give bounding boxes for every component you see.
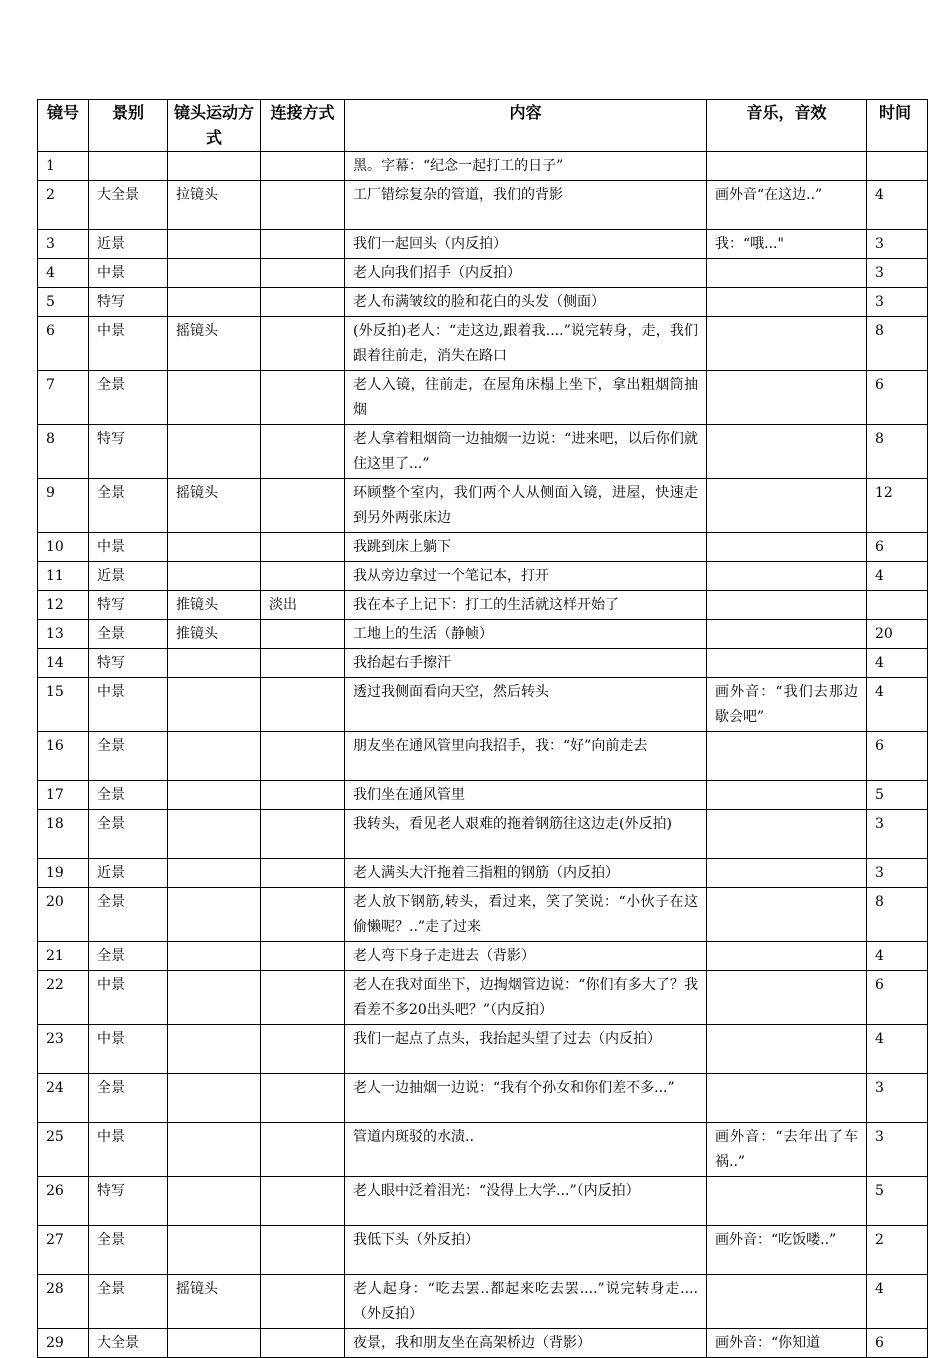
cell-content: 工厂错综复杂的管道，我们的背影 <box>345 181 707 230</box>
cell-camera-movement <box>168 533 261 562</box>
cell-shot-size: 特写 <box>89 425 168 479</box>
cell-sound <box>707 562 867 591</box>
cell-shot-number: 3 <box>38 230 89 259</box>
cell-content: 老人拿着粗烟筒一边抽烟一边说：“进来吧，以后你们就住这里了...” <box>345 425 707 479</box>
cell-time: 5 <box>867 1177 928 1226</box>
cell-time: 5 <box>867 781 928 810</box>
cell-time: 2 <box>867 1226 928 1275</box>
table-row <box>38 1074 928 1123</box>
table-row <box>38 971 928 1025</box>
cell-shot-size: 中景 <box>89 971 168 1025</box>
cell-time: 8 <box>867 317 928 371</box>
cell-sound <box>707 1275 867 1329</box>
cell-content: 我们一起点了点头，我抬起头望了过去（内反拍） <box>345 1025 707 1074</box>
cell-shot-size: 特写 <box>89 288 168 317</box>
cell-sound <box>707 152 867 181</box>
table-row <box>38 859 928 888</box>
cell-shot-number: 15 <box>38 678 89 732</box>
cell-shot-size: 中景 <box>89 259 168 288</box>
cell-camera-movement: 推镜头 <box>168 620 261 649</box>
cell-shot-size: 全景 <box>89 942 168 971</box>
cell-camera-movement <box>168 1329 261 1358</box>
header-shot-number: 镜号 <box>38 100 89 152</box>
cell-sound <box>707 649 867 678</box>
cell-time: 6 <box>867 971 928 1025</box>
cell-camera-movement <box>168 230 261 259</box>
cell-shot-size: 近景 <box>89 859 168 888</box>
cell-transition <box>261 620 345 649</box>
table-row <box>38 678 928 732</box>
cell-sound: 画外音：“我们去那边歇会吧” <box>707 678 867 732</box>
cell-camera-movement <box>168 781 261 810</box>
cell-camera-movement: 摇镜头 <box>168 479 261 533</box>
cell-transition <box>261 1074 345 1123</box>
cell-transition <box>261 152 345 181</box>
cell-content: 老人眼中泛着泪光：“没得上大学...”（内反拍） <box>345 1177 707 1226</box>
cell-shot-number: 28 <box>38 1275 89 1329</box>
header-row <box>38 100 928 152</box>
cell-time: 3 <box>867 259 928 288</box>
table-row <box>38 317 928 371</box>
table-row <box>38 181 928 230</box>
cell-camera-movement <box>168 425 261 479</box>
cell-shot-size <box>89 152 168 181</box>
cell-shot-number: 7 <box>38 371 89 425</box>
cell-camera-movement <box>168 288 261 317</box>
cell-content: 老人布满皱纹的脸和花白的头发（侧面） <box>345 288 707 317</box>
cell-time: 3 <box>867 859 928 888</box>
cell-shot-number: 8 <box>38 425 89 479</box>
cell-transition <box>261 425 345 479</box>
cell-shot-size: 全景 <box>89 781 168 810</box>
header-transition: 连接方式 <box>261 100 345 152</box>
table-row <box>38 649 928 678</box>
cell-sound: 画外音：“吃饭喽..” <box>707 1226 867 1275</box>
cell-content: 老人在我对面坐下，边掏烟管边说：“你们有多大了？我看差不多20出头吧？”（内反拍） <box>345 971 707 1025</box>
cell-time: 4 <box>867 678 928 732</box>
cell-transition <box>261 1329 345 1358</box>
cell-sound <box>707 942 867 971</box>
cell-content: 老人向我们招手（内反拍） <box>345 259 707 288</box>
cell-content: 朋友坐在通风管里向我招手，我：“好”向前走去 <box>345 732 707 781</box>
cell-shot-size: 全景 <box>89 620 168 649</box>
cell-time: 3 <box>867 230 928 259</box>
cell-camera-movement: 摇镜头 <box>168 1275 261 1329</box>
cell-content: (外反拍)老人：“走这边,跟着我....”说完转身，走，我们跟着往前走，消失在路口 <box>345 317 707 371</box>
cell-shot-size: 特写 <box>89 649 168 678</box>
cell-sound <box>707 1074 867 1123</box>
table-row <box>38 1226 928 1275</box>
cell-sound <box>707 371 867 425</box>
table-row <box>38 533 928 562</box>
cell-shot-number: 20 <box>38 888 89 942</box>
cell-transition <box>261 888 345 942</box>
table-row <box>38 479 928 533</box>
cell-time: 8 <box>867 425 928 479</box>
cell-sound <box>707 810 867 859</box>
cell-sound <box>707 620 867 649</box>
cell-shot-number: 29 <box>38 1329 89 1358</box>
cell-transition <box>261 288 345 317</box>
cell-shot-size: 全景 <box>89 1226 168 1275</box>
cell-shot-number: 2 <box>38 181 89 230</box>
cell-time: 4 <box>867 562 928 591</box>
cell-shot-number: 17 <box>38 781 89 810</box>
cell-sound <box>707 1177 867 1226</box>
table-row <box>38 1123 928 1177</box>
cell-transition <box>261 533 345 562</box>
header-time: 时间 <box>867 100 928 152</box>
cell-time: 8 <box>867 888 928 942</box>
cell-sound: 画外音：“去年出了车祸..” <box>707 1123 867 1177</box>
cell-transition <box>261 259 345 288</box>
cell-camera-movement: 拉镜头 <box>168 181 261 230</box>
cell-shot-size: 大全景 <box>89 1329 168 1358</box>
cell-shot-number: 18 <box>38 810 89 859</box>
table-row <box>38 371 928 425</box>
cell-shot-number: 12 <box>38 591 89 620</box>
cell-shot-number: 19 <box>38 859 89 888</box>
cell-content: 老人弯下身子走进去（背影） <box>345 942 707 971</box>
table-row <box>38 781 928 810</box>
cell-sound <box>707 859 867 888</box>
cell-sound <box>707 888 867 942</box>
cell-content: 环顾整个室内，我们两个人从侧面入镜，进屋，快速走到另外两张床边 <box>345 479 707 533</box>
cell-shot-size: 大全景 <box>89 181 168 230</box>
cell-time: 3 <box>867 1123 928 1177</box>
cell-sound <box>707 259 867 288</box>
cell-content: 我从旁边拿过一个笔记本，打开 <box>345 562 707 591</box>
cell-time: 4 <box>867 942 928 971</box>
cell-shot-number: 13 <box>38 620 89 649</box>
cell-shot-number: 6 <box>38 317 89 371</box>
cell-shot-number: 4 <box>38 259 89 288</box>
cell-content: 我跳到床上躺下 <box>345 533 707 562</box>
cell-shot-size: 近景 <box>89 562 168 591</box>
cell-transition <box>261 971 345 1025</box>
cell-time: 6 <box>867 371 928 425</box>
cell-camera-movement <box>168 371 261 425</box>
header-camera-movement: 镜头运动方式 <box>168 100 261 152</box>
cell-sound: 我：“哦..." <box>707 230 867 259</box>
cell-content: 黑。字幕：“纪念一起打工的日子” <box>345 152 707 181</box>
table-row <box>38 810 928 859</box>
cell-transition <box>261 181 345 230</box>
cell-time: 4 <box>867 1275 928 1329</box>
cell-sound <box>707 533 867 562</box>
cell-shot-number: 16 <box>38 732 89 781</box>
table-row <box>38 562 928 591</box>
table-row <box>38 152 928 181</box>
cell-shot-size: 特写 <box>89 1177 168 1226</box>
table-row <box>38 888 928 942</box>
header-content: 内容 <box>345 100 707 152</box>
cell-sound <box>707 591 867 620</box>
cell-camera-movement <box>168 942 261 971</box>
cell-sound <box>707 425 867 479</box>
cell-content: 我低下头（外反拍） <box>345 1226 707 1275</box>
cell-content: 我们一起回头（内反拍） <box>345 230 707 259</box>
cell-camera-movement <box>168 259 261 288</box>
cell-sound <box>707 732 867 781</box>
cell-shot-size: 全景 <box>89 1074 168 1123</box>
cell-time: 3 <box>867 288 928 317</box>
cell-content: 我们坐在通风管里 <box>345 781 707 810</box>
table-row <box>38 259 928 288</box>
cell-camera-movement <box>168 1177 261 1226</box>
table-row <box>38 620 928 649</box>
cell-time <box>867 152 928 181</box>
cell-transition <box>261 810 345 859</box>
cell-sound <box>707 288 867 317</box>
cell-shot-size: 中景 <box>89 678 168 732</box>
cell-camera-movement <box>168 971 261 1025</box>
cell-shot-number: 5 <box>38 288 89 317</box>
cell-shot-number: 14 <box>38 649 89 678</box>
cell-transition <box>261 859 345 888</box>
table-row <box>38 1329 928 1358</box>
cell-shot-number: 24 <box>38 1074 89 1123</box>
cell-shot-size: 全景 <box>89 810 168 859</box>
cell-content: 老人入镜，往前走，在屋角床榻上坐下，拿出粗烟筒抽烟 <box>345 371 707 425</box>
cell-content: 夜景，我和朋友坐在高架桥边（背影） <box>345 1329 707 1358</box>
cell-content: 透过我侧面看向天空，然后转头 <box>345 678 707 732</box>
cell-content: 老人一边抽烟一边说：“我有个孙女和你们差不多...” <box>345 1074 707 1123</box>
cell-time: 4 <box>867 649 928 678</box>
cell-transition <box>261 371 345 425</box>
cell-transition <box>261 479 345 533</box>
cell-shot-size: 全景 <box>89 732 168 781</box>
cell-shot-number: 11 <box>38 562 89 591</box>
cell-shot-number: 22 <box>38 971 89 1025</box>
cell-transition <box>261 1226 345 1275</box>
cell-sound: 画外音“在这边..” <box>707 181 867 230</box>
storyboard-sheet <box>37 99 927 1358</box>
cell-content: 我抬起右手擦汗 <box>345 649 707 678</box>
cell-shot-size: 中景 <box>89 1123 168 1177</box>
cell-time: 6 <box>867 732 928 781</box>
table-row <box>38 1177 928 1226</box>
cell-transition <box>261 942 345 971</box>
header-shot-size: 景别 <box>89 100 168 152</box>
storyboard-table <box>37 99 928 1358</box>
cell-time: 6 <box>867 533 928 562</box>
cell-shot-number: 9 <box>38 479 89 533</box>
cell-shot-size: 中景 <box>89 1025 168 1074</box>
cell-shot-size: 全景 <box>89 371 168 425</box>
cell-content: 工地上的生活（静帧） <box>345 620 707 649</box>
cell-transition <box>261 230 345 259</box>
cell-content: 我转头，看见老人艰难的拖着钢筋往这边走(外反拍) <box>345 810 707 859</box>
cell-sound <box>707 1025 867 1074</box>
cell-camera-movement <box>168 1025 261 1074</box>
cell-shot-size: 全景 <box>89 888 168 942</box>
cell-time: 6 <box>867 1329 928 1358</box>
cell-camera-movement <box>168 1074 261 1123</box>
cell-camera-movement <box>168 152 261 181</box>
cell-time: 4 <box>867 181 928 230</box>
cell-transition <box>261 1123 345 1177</box>
table-row <box>38 425 928 479</box>
table-row <box>38 288 928 317</box>
cell-shot-number: 21 <box>38 942 89 971</box>
table-row <box>38 591 928 620</box>
cell-transition <box>261 1025 345 1074</box>
cell-time: 4 <box>867 1025 928 1074</box>
cell-shot-number: 26 <box>38 1177 89 1226</box>
cell-time: 20 <box>867 620 928 649</box>
cell-transition <box>261 317 345 371</box>
cell-transition <box>261 678 345 732</box>
table-row <box>38 230 928 259</box>
cell-shot-size: 中景 <box>89 533 168 562</box>
cell-shot-number: 27 <box>38 1226 89 1275</box>
cell-camera-movement <box>168 810 261 859</box>
cell-transition <box>261 1275 345 1329</box>
cell-time: 3 <box>867 810 928 859</box>
table-row <box>38 1275 928 1329</box>
table-row <box>38 1025 928 1074</box>
cell-camera-movement: 推镜头 <box>168 591 261 620</box>
header-sound: 音乐，音效 <box>707 100 867 152</box>
cell-shot-number: 1 <box>38 152 89 181</box>
cell-camera-movement <box>168 732 261 781</box>
cell-time: 3 <box>867 1074 928 1123</box>
cell-time <box>867 591 928 620</box>
cell-sound <box>707 781 867 810</box>
cell-transition: 淡出 <box>261 591 345 620</box>
cell-content: 管道内斑驳的水渍.. <box>345 1123 707 1177</box>
cell-time: 12 <box>867 479 928 533</box>
cell-camera-movement <box>168 888 261 942</box>
cell-sound <box>707 317 867 371</box>
cell-shot-size: 近景 <box>89 230 168 259</box>
cell-content: 老人满头大汗拖着三指粗的钢筋（内反拍） <box>345 859 707 888</box>
cell-camera-movement: 摇镜头 <box>168 317 261 371</box>
cell-shot-number: 10 <box>38 533 89 562</box>
cell-transition <box>261 562 345 591</box>
cell-transition <box>261 732 345 781</box>
cell-content: 老人起身：“吃去罢..都起来吃去罢....”说完转身走....（外反拍） <box>345 1275 707 1329</box>
cell-sound <box>707 971 867 1025</box>
cell-camera-movement <box>168 678 261 732</box>
cell-shot-number: 25 <box>38 1123 89 1177</box>
cell-camera-movement <box>168 1123 261 1177</box>
cell-camera-movement <box>168 649 261 678</box>
table-row <box>38 732 928 781</box>
cell-shot-size: 中景 <box>89 317 168 371</box>
cell-camera-movement <box>168 1226 261 1275</box>
cell-shot-number: 23 <box>38 1025 89 1074</box>
cell-sound <box>707 479 867 533</box>
cell-transition <box>261 1177 345 1226</box>
cell-camera-movement <box>168 562 261 591</box>
cell-shot-size: 全景 <box>89 1275 168 1329</box>
cell-transition <box>261 781 345 810</box>
cell-content: 我在本子上记下：打工的生活就这样开始了 <box>345 591 707 620</box>
cell-transition <box>261 649 345 678</box>
cell-camera-movement <box>168 859 261 888</box>
table-row <box>38 942 928 971</box>
cell-sound: 画外音：“你知道 <box>707 1329 867 1358</box>
cell-shot-size: 特写 <box>89 591 168 620</box>
cell-content: 老人放下钢筋,转头，看过来，笑了笑说：“小伙子在这偷懒呢？..”走了过来 <box>345 888 707 942</box>
cell-shot-size: 全景 <box>89 479 168 533</box>
